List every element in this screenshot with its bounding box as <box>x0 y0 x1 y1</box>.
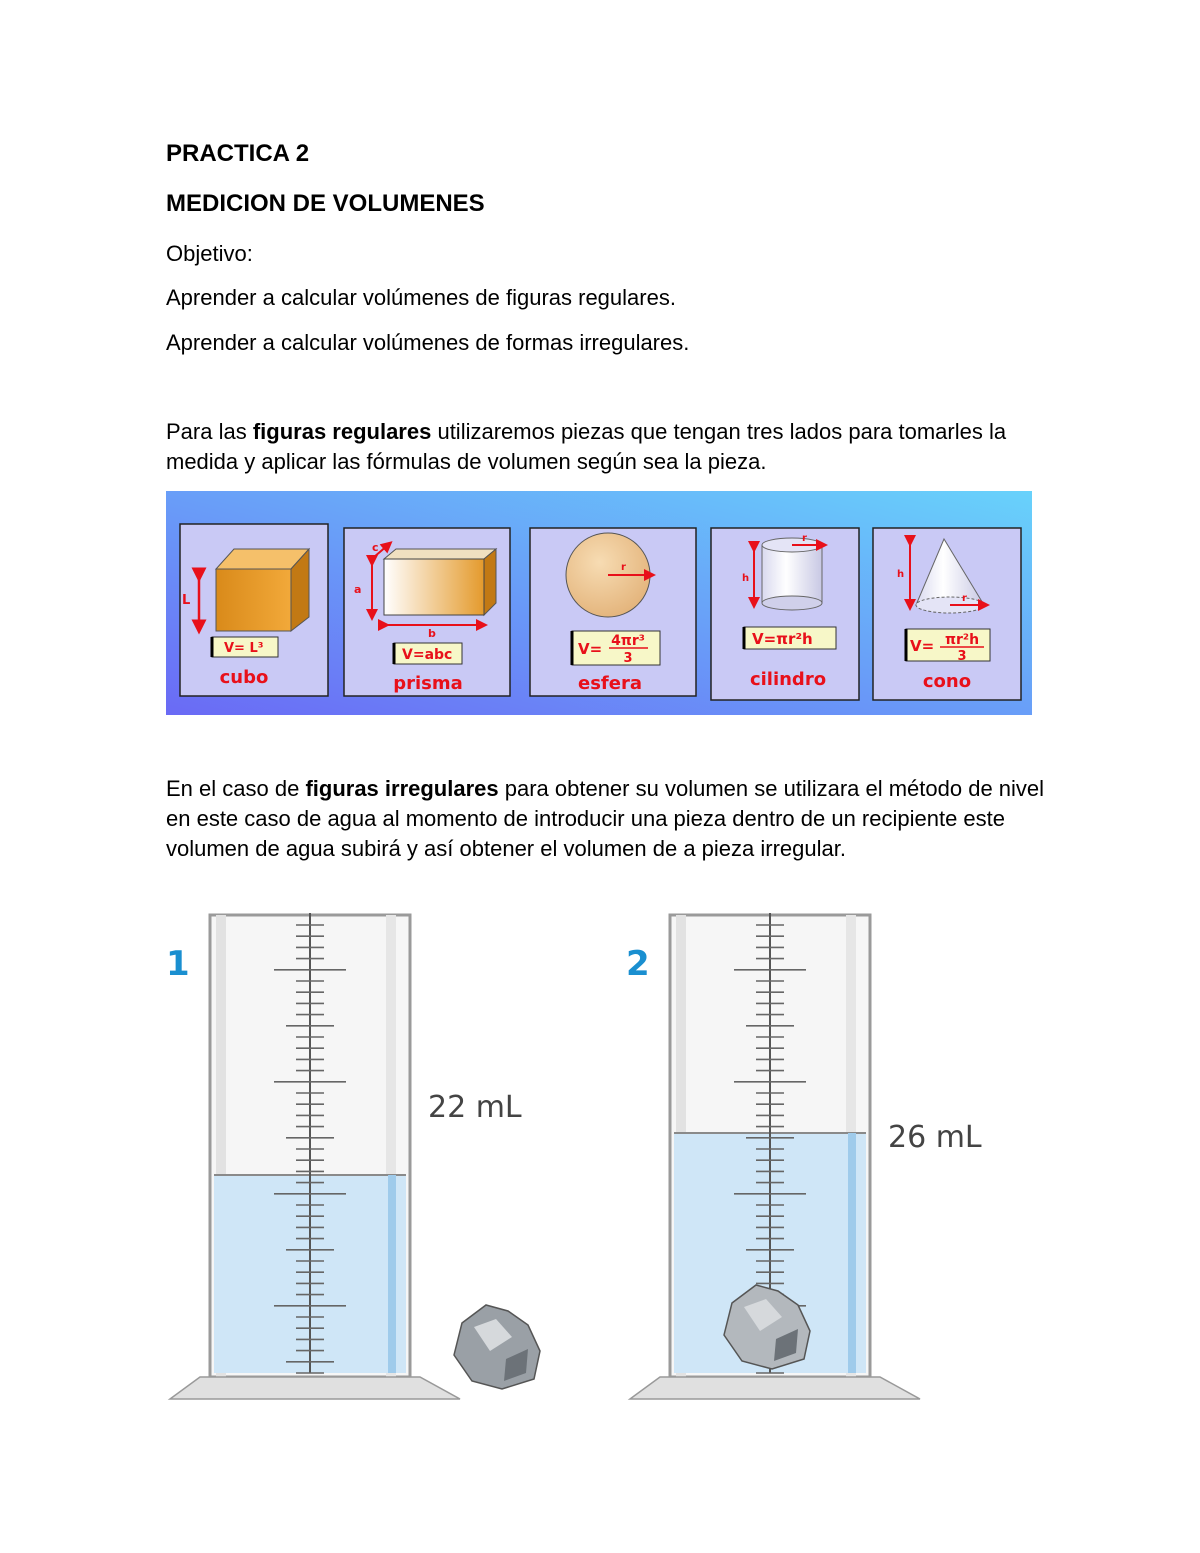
cubo-formula: V= L³ <box>224 641 264 656</box>
step-number-1: 1 <box>166 944 190 984</box>
prisma-dim-a: a <box>354 583 362 596</box>
prisma-formula: V=abc <box>402 647 453 663</box>
cilindro-dim-h: h <box>742 573 750 584</box>
cilindro-dim-r: r <box>802 533 807 544</box>
esfera-formula-num: 4πr³ <box>611 633 645 649</box>
irregular-figures-paragraph: En el caso de figuras irregulares para obtener su volumen se utilizara el método de nivel en este caso de agua al momento de introducir una pieza dentro de un recipiente este volumen de agua subirá y así obtener el volumen de a pieza irregular. <box>166 776 1045 861</box>
objective-1: Aprender a calcular volúmenes de figuras regulares. <box>166 285 676 310</box>
esfera-panel <box>530 528 696 696</box>
water-edge <box>848 1133 856 1373</box>
cubo-label: cubo <box>219 667 269 688</box>
objective-label: Objetivo: <box>166 241 253 266</box>
volume-reading-2: 26 mL <box>888 1120 982 1155</box>
prisma-dim-c: c <box>372 541 379 554</box>
volume-reading-1: 22 mL <box>428 1090 522 1125</box>
cilindro-label: cilindro <box>749 669 827 690</box>
prisma-dim-b: b <box>428 627 436 640</box>
prisma-panel <box>344 528 510 696</box>
esfera-formula-prefix: V= <box>578 640 603 658</box>
rock-1 <box>454 1305 540 1389</box>
cylinder-body-1 <box>170 913 460 1399</box>
prisma-label: prisma <box>393 673 463 694</box>
page-subtitle: MEDICION DE VOLUMENES <box>166 190 485 217</box>
graduated-cylinder-1 <box>160 905 560 1405</box>
cylinder-base <box>630 1377 920 1399</box>
cono-dim-r: r <box>962 593 967 604</box>
esfera-dim-r: r <box>621 562 626 573</box>
esfera-label: esfera <box>578 673 642 694</box>
cono-panel <box>873 528 1021 700</box>
cilindro-formula: V=πr²h <box>752 630 813 648</box>
cono-label: cono <box>922 671 972 692</box>
esfera-formula-den: 3 <box>623 651 633 666</box>
step-number-2: 2 <box>626 944 650 984</box>
cono-formula-num: πr²h <box>944 632 980 648</box>
page-title: PRACTICA 2 <box>166 140 310 167</box>
cono-dim-h: h <box>897 569 905 580</box>
cilindro-panel <box>711 528 859 700</box>
cylinder-base <box>170 1377 460 1399</box>
cono-formula-den: 3 <box>957 649 967 664</box>
rock-shape <box>454 1305 540 1389</box>
cubo-dim-l: L <box>182 593 191 608</box>
graduated-cylinder-2 <box>620 905 1020 1405</box>
regular-shapes-figure <box>166 491 1032 715</box>
objective-2: Aprender a calcular volúmenes de formas irregulares. <box>166 330 690 355</box>
water-edge <box>388 1175 396 1373</box>
regular-figures-paragraph: Para las figuras regulares utilizaremos piezas que tengan tres lados para tomarles la medida y aplicar las fórmulas de volumen según sea la pieza. <box>166 419 1007 474</box>
cubo-panel <box>180 524 328 696</box>
cono-formula-prefix: V= <box>910 637 935 655</box>
